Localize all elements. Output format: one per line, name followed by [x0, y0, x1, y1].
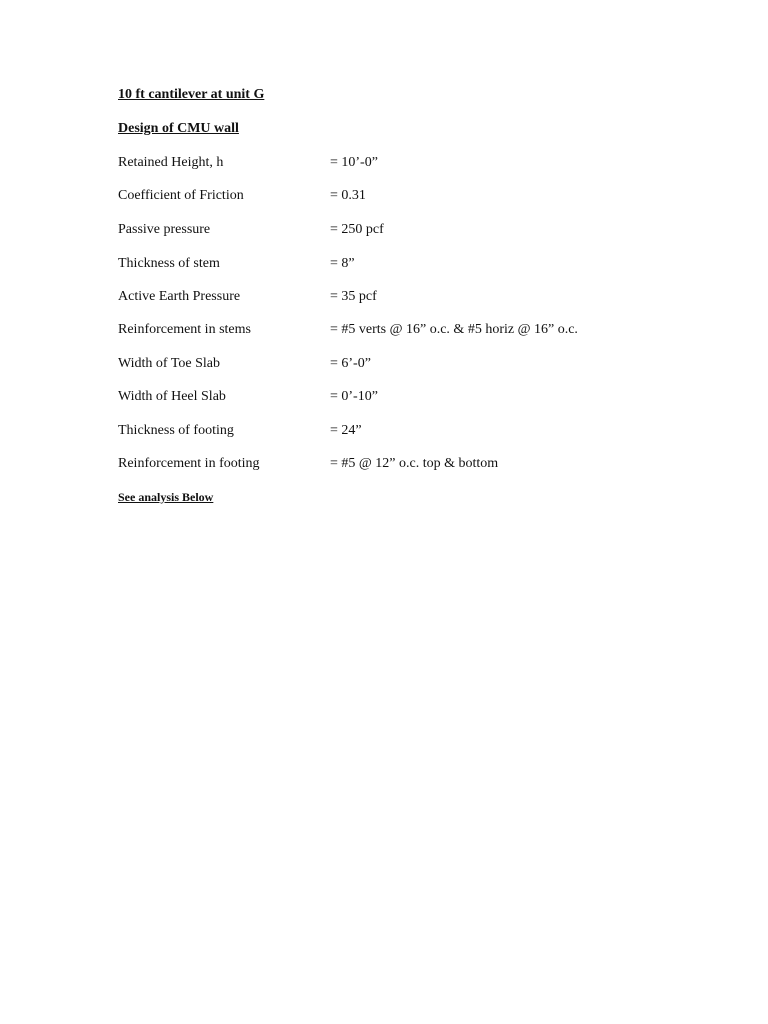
parameter-label: Width of Toe Slab: [118, 356, 221, 371]
parameter-row-reinforcement-in-stems: [118, 322, 738, 342]
parameter-value: = 8”: [330, 256, 355, 271]
parameter-row-reinforcement-in-footing: [118, 456, 738, 476]
parameter-value: = 0.31: [330, 188, 366, 203]
parameter-row-width-of-heel-slab: [118, 389, 738, 409]
parameter-label: Active Earth Pressure: [118, 289, 241, 304]
parameter-value: = #5 verts @ 16” o.c. & #5 horiz @ 16” o.c.: [330, 322, 578, 337]
parameter-label: Passive pressure: [118, 222, 211, 237]
parameter-value: = 250 pcf: [330, 222, 384, 237]
parameter-value: = 24”: [330, 423, 362, 438]
parameter-label: Width of Heel Slab: [118, 389, 226, 404]
parameter-label: Thickness of stem: [118, 256, 220, 271]
section-heading: Design of CMU wall: [118, 121, 239, 136]
parameter-row-thickness-of-stem: [118, 256, 738, 276]
parameter-label: Retained Height, h: [118, 155, 224, 170]
parameter-value: = #5 @ 12” o.c. top & bottom: [330, 456, 499, 471]
parameter-row-retained-height: [118, 155, 738, 175]
parameter-value: = 6’-0”: [330, 356, 371, 371]
parameter-value: = 35 pcf: [330, 289, 377, 304]
parameter-row-coefficient-of-friction: [118, 188, 738, 208]
parameter-row-thickness-of-footing: [118, 423, 738, 443]
see-analysis-note: See analysis Below: [118, 490, 214, 504]
parameter-value: = 10’-0”: [330, 155, 378, 170]
parameter-row-width-of-toe-slab: [118, 356, 738, 376]
parameter-label: Coefficient of Friction: [118, 188, 244, 203]
parameter-value: = 0’-10”: [330, 389, 378, 404]
parameter-label: Reinforcement in stems: [118, 322, 251, 337]
parameter-label: Reinforcement in footing: [118, 456, 260, 471]
parameter-label: Thickness of footing: [118, 423, 234, 438]
document-title: 10 ft cantilever at unit G: [118, 87, 265, 102]
parameter-row-active-earth-pressure: [118, 289, 738, 309]
parameter-row-passive-pressure: [118, 222, 738, 242]
